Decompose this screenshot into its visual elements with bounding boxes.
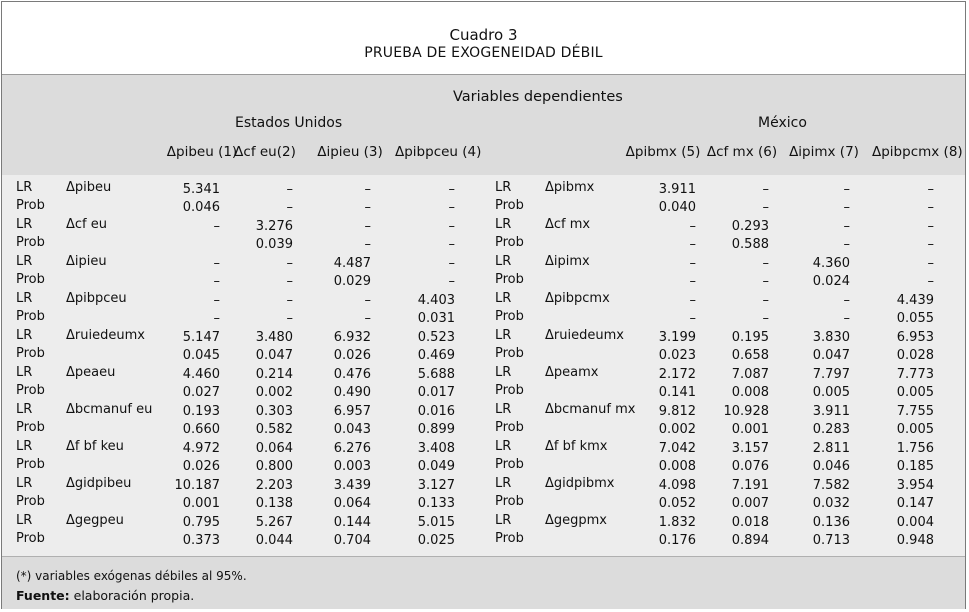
column-header: Δpibeu (1) (166, 144, 238, 160)
prob-value: 0.027 (182, 385, 220, 400)
group-heading-usa: Estados Unidos (235, 115, 343, 131)
prob-value: 0.005 (812, 385, 850, 400)
prob-label: Prob (495, 272, 524, 287)
lr-value: – (213, 256, 220, 271)
lr-value: 0.795 (182, 515, 220, 530)
column-header: Δcf eu(2) (234, 144, 296, 160)
variable-name: Δpibmx (545, 180, 595, 195)
results-table (2, 75, 965, 556)
prob-value: 0.003 (333, 459, 371, 474)
prob-label: Prob (495, 383, 524, 398)
lr-value: – (213, 293, 220, 308)
prob-value: 0.028 (896, 348, 934, 363)
lr-value: 0.293 (731, 219, 769, 234)
prob-value: – (927, 200, 934, 215)
prob-value: 0.660 (182, 422, 220, 437)
lr-label: LR (495, 254, 512, 269)
prob-value: 0.001 (731, 422, 769, 437)
lr-value: 4.360 (812, 256, 850, 271)
lr-value: 5.688 (417, 367, 455, 382)
prob-value: 0.064 (333, 496, 371, 511)
lr-value: – (213, 219, 220, 234)
lr-value: 5.015 (417, 515, 455, 530)
lr-value: 3.911 (658, 182, 696, 197)
lr-value: 6.957 (333, 404, 371, 419)
column-header: Δpibpceu (4) (395, 144, 482, 160)
prob-value: – (689, 237, 696, 252)
prob-value: 0.055 (896, 311, 934, 326)
lr-value: 1.756 (896, 441, 934, 456)
lr-label: LR (16, 439, 33, 454)
lr-value: – (843, 182, 850, 197)
table-footer (2, 556, 965, 609)
lr-value: 1.832 (658, 515, 696, 530)
lr-value: 3.127 (417, 478, 455, 493)
prob-value: 0.008 (731, 385, 769, 400)
prob-value: 0.049 (417, 459, 455, 474)
lr-value: 10.928 (723, 404, 769, 419)
lr-value: 7.191 (731, 478, 769, 493)
prob-value: 0.283 (812, 422, 850, 437)
prob-value: 0.658 (731, 348, 769, 363)
lr-value: – (448, 256, 455, 271)
prob-label: Prob (495, 309, 524, 324)
prob-value: 0.005 (896, 385, 934, 400)
prob-label: Prob (16, 383, 45, 398)
prob-value: – (762, 274, 769, 289)
lr-value: 4.460 (182, 367, 220, 382)
prob-label: Prob (495, 235, 524, 250)
prob-label: Prob (495, 494, 524, 509)
lr-value: 0.214 (255, 367, 293, 382)
variable-name: Δf bf keu (66, 439, 124, 454)
lr-value: – (843, 293, 850, 308)
prob-label: Prob (495, 457, 524, 472)
prob-value: – (364, 200, 371, 215)
lr-value: 0.004 (896, 515, 934, 530)
prob-label: Prob (16, 457, 45, 472)
prob-value: – (927, 274, 934, 289)
lr-label: LR (16, 365, 33, 380)
variable-name: Δcf eu (66, 217, 107, 232)
lr-label: LR (16, 180, 33, 195)
lr-label: LR (495, 180, 512, 195)
prob-value: – (364, 237, 371, 252)
table-title: PRUEBA DE EXOGENEIDAD DÉBIL (364, 45, 603, 61)
prob-value: – (286, 200, 293, 215)
lr-value: – (689, 219, 696, 234)
column-header: Δipimx (7) (789, 144, 859, 160)
lr-value: 2.811 (812, 441, 850, 456)
lr-value: – (762, 293, 769, 308)
variable-name: Δruiedeumx (545, 328, 624, 343)
dependent-variables-heading: Variables dependientes (453, 89, 623, 105)
table-frame (1, 1, 966, 609)
lr-value: 9.812 (658, 404, 696, 419)
variable-name: Δpibeu (66, 180, 112, 195)
prob-label: Prob (16, 235, 45, 250)
variable-name: Δipimx (545, 254, 590, 269)
source-text: elaboración propia. (69, 588, 195, 603)
lr-value: 7.042 (658, 441, 696, 456)
lr-value: – (364, 182, 371, 197)
prob-value: 0.176 (658, 533, 696, 548)
prob-value: 0.469 (417, 348, 455, 363)
lr-value: 10.187 (174, 478, 220, 493)
prob-label: Prob (495, 531, 524, 546)
lr-value: – (927, 219, 934, 234)
prob-value: 0.002 (255, 385, 293, 400)
variable-name: Δpibpcmx (545, 291, 610, 306)
prob-value: 0.047 (812, 348, 850, 363)
prob-value: – (762, 200, 769, 215)
variable-name: Δgidpibeu (66, 476, 132, 491)
prob-value: 0.040 (658, 200, 696, 215)
prob-value: 0.588 (731, 237, 769, 252)
lr-value: – (286, 256, 293, 271)
lr-value: 0.016 (417, 404, 455, 419)
lr-value: 3.199 (658, 330, 696, 345)
prob-value: – (689, 274, 696, 289)
prob-value: 0.047 (255, 348, 293, 363)
prob-value: 0.948 (896, 533, 934, 548)
lr-label: LR (495, 513, 512, 528)
prob-value: 0.046 (182, 200, 220, 215)
lr-value: 0.018 (731, 515, 769, 530)
prob-value: 0.039 (255, 237, 293, 252)
prob-value: 0.044 (255, 533, 293, 548)
prob-value: – (364, 311, 371, 326)
lr-value: 2.203 (255, 478, 293, 493)
lr-value: 4.487 (333, 256, 371, 271)
variable-name: Δf bf kmx (545, 439, 608, 454)
prob-value: – (286, 274, 293, 289)
lr-value: – (762, 182, 769, 197)
prob-value: 0.185 (896, 459, 934, 474)
variable-name: Δruiedeumx (66, 328, 145, 343)
prob-label: Prob (16, 494, 45, 509)
lr-value: 0.195 (731, 330, 769, 345)
lr-value: – (286, 293, 293, 308)
source-label: Fuente: (16, 588, 70, 603)
variable-name: Δpeamx (545, 365, 599, 380)
prob-value: 0.894 (731, 533, 769, 548)
prob-value: 0.002 (658, 422, 696, 437)
prob-value: 0.045 (182, 348, 220, 363)
prob-value: 0.141 (658, 385, 696, 400)
prob-value: 0.008 (658, 459, 696, 474)
lr-value: 6.932 (333, 330, 371, 345)
prob-value: 0.046 (812, 459, 850, 474)
column-header: Δipieu (3) (317, 144, 383, 160)
group-heading-mexico: México (758, 115, 807, 131)
lr-label: LR (495, 365, 512, 380)
prob-value: 0.147 (896, 496, 934, 511)
variable-name: Δipieu (66, 254, 107, 269)
prob-value: 0.138 (255, 496, 293, 511)
lr-label: LR (495, 402, 512, 417)
variable-name: Δgegpeu (66, 513, 124, 528)
lr-value: 7.755 (896, 404, 934, 419)
lr-value: – (927, 256, 934, 271)
prob-value: 0.024 (812, 274, 850, 289)
lr-value: 6.953 (896, 330, 934, 345)
prob-value: – (448, 237, 455, 252)
lr-value: 0.193 (182, 404, 220, 419)
prob-value: – (843, 311, 850, 326)
lr-value: – (286, 182, 293, 197)
lr-value: 0.523 (417, 330, 455, 345)
prob-value: 0.005 (896, 422, 934, 437)
lr-label: LR (16, 328, 33, 343)
lr-value: – (843, 219, 850, 234)
lr-value: – (364, 219, 371, 234)
prob-value: – (843, 237, 850, 252)
prob-label: Prob (495, 198, 524, 213)
prob-value: 0.026 (333, 348, 371, 363)
lr-label: LR (16, 476, 33, 491)
lr-value: 0.064 (255, 441, 293, 456)
lr-label: LR (16, 217, 33, 232)
lr-value: 0.136 (812, 515, 850, 530)
lr-value: – (689, 293, 696, 308)
lr-value: 7.087 (731, 367, 769, 382)
lr-value: 3.954 (896, 478, 934, 493)
lr-value: – (689, 256, 696, 271)
prob-value: 0.713 (812, 533, 850, 548)
lr-value: – (762, 256, 769, 271)
lr-label: LR (495, 217, 512, 232)
table-title-block (2, 2, 965, 75)
footnote: (*) variables exógenas débiles al 95%. (16, 569, 247, 583)
lr-label: LR (16, 291, 33, 306)
prob-value: 0.704 (333, 533, 371, 548)
lr-value: – (364, 293, 371, 308)
prob-label: Prob (495, 420, 524, 435)
prob-value: – (689, 311, 696, 326)
lr-value: 7.797 (812, 367, 850, 382)
lr-value: 0.303 (255, 404, 293, 419)
prob-value: 0.052 (658, 496, 696, 511)
column-header: Δpibpcmx (8) (872, 144, 963, 160)
lr-value: 3.408 (417, 441, 455, 456)
prob-value: 0.023 (658, 348, 696, 363)
lr-label: LR (495, 291, 512, 306)
lr-label: LR (16, 402, 33, 417)
lr-label: LR (16, 513, 33, 528)
lr-label: LR (495, 476, 512, 491)
prob-value: 0.582 (255, 422, 293, 437)
variable-name: Δbcmanuf eu (66, 402, 153, 417)
prob-value: 0.899 (417, 422, 455, 437)
source-note (16, 588, 194, 603)
column-header: Δpibmx (5) (625, 144, 701, 160)
lr-value: 3.439 (333, 478, 371, 493)
prob-value: 0.373 (182, 533, 220, 548)
prob-label: Prob (16, 309, 45, 324)
lr-value: 3.830 (812, 330, 850, 345)
lr-value: 5.147 (182, 330, 220, 345)
prob-value: 0.032 (812, 496, 850, 511)
lr-value: 6.276 (333, 441, 371, 456)
variable-name: Δpeaeu (66, 365, 116, 380)
lr-label: LR (495, 328, 512, 343)
lr-value: 4.439 (896, 293, 934, 308)
column-header: Δcf mx (6) (706, 144, 778, 160)
prob-label: Prob (16, 420, 45, 435)
variable-name: Δpibpceu (66, 291, 127, 306)
lr-value: 0.144 (333, 515, 371, 530)
prob-value: 0.029 (333, 274, 371, 289)
table-number: Cuadro 3 (449, 26, 518, 44)
prob-value: – (286, 311, 293, 326)
prob-value: – (213, 274, 220, 289)
lr-value: – (927, 182, 934, 197)
table-header (2, 75, 965, 175)
lr-label: LR (16, 254, 33, 269)
variable-name: Δgegpmx (545, 513, 608, 528)
lr-value: 3.157 (731, 441, 769, 456)
prob-value: 0.133 (417, 496, 455, 511)
lr-value: 5.341 (182, 182, 220, 197)
prob-value: 0.800 (255, 459, 293, 474)
prob-value: 0.025 (417, 533, 455, 548)
lr-value: 0.476 (333, 367, 371, 382)
prob-label: Prob (16, 346, 45, 361)
prob-value: 0.490 (333, 385, 371, 400)
lr-value: 4.972 (182, 441, 220, 456)
lr-value: 3.911 (812, 404, 850, 419)
prob-value: 0.026 (182, 459, 220, 474)
prob-value: 0.043 (333, 422, 371, 437)
lr-label: LR (495, 439, 512, 454)
lr-value: 3.480 (255, 330, 293, 345)
prob-value: 0.017 (417, 385, 455, 400)
prob-value: – (843, 200, 850, 215)
lr-value: 2.172 (658, 367, 696, 382)
prob-value: – (927, 237, 934, 252)
lr-value: 5.267 (255, 515, 293, 530)
prob-value: 0.031 (417, 311, 455, 326)
prob-label: Prob (495, 346, 524, 361)
lr-value: – (448, 219, 455, 234)
lr-value: 3.276 (255, 219, 293, 234)
variable-name: Δcf mx (545, 217, 591, 232)
prob-value: – (762, 311, 769, 326)
variable-name: Δgidpibmx (545, 476, 615, 491)
lr-value: 7.773 (896, 367, 934, 382)
variable-name: Δbcmanuf mx (545, 402, 636, 417)
prob-value: 0.076 (731, 459, 769, 474)
prob-label: Prob (16, 198, 45, 213)
prob-value: – (448, 274, 455, 289)
prob-value: 0.007 (731, 496, 769, 511)
lr-value: 4.403 (417, 293, 455, 308)
prob-value: – (213, 311, 220, 326)
lr-value: 4.098 (658, 478, 696, 493)
prob-label: Prob (16, 531, 45, 546)
lr-value: 7.582 (812, 478, 850, 493)
prob-value: 0.001 (182, 496, 220, 511)
prob-value: – (448, 200, 455, 215)
lr-value: – (448, 182, 455, 197)
prob-label: Prob (16, 272, 45, 287)
